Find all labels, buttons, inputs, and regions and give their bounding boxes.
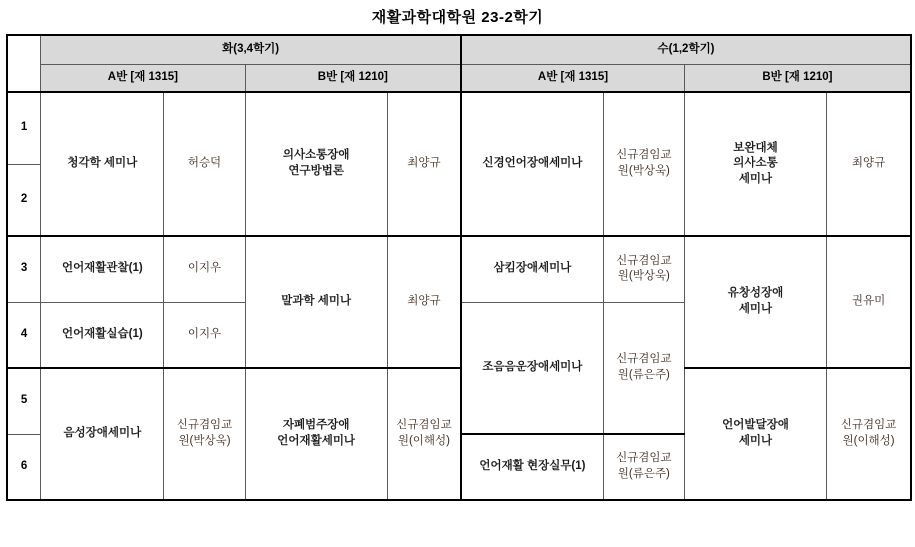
header-row-classes <box>7 65 911 93</box>
period-label-5: 5 <box>7 368 41 434</box>
cell-tue-a-1-2-prof: 허승덕 <box>164 92 245 236</box>
period-label-4: 4 <box>7 302 41 368</box>
header-day-wednesday: 수(1,2학기) <box>461 35 911 65</box>
cell-tue-a-3-prof: 이지우 <box>164 236 245 302</box>
cell-tue-b-1-2-course: 의사소통장애 연구방법론 <box>245 92 387 236</box>
cell-wed-a-3-course: 삼킴장애세미나 <box>461 236 603 302</box>
header-class-wed-a: A반 [재 1315] <box>461 65 684 93</box>
header-row-days <box>7 35 911 65</box>
cell-wed-a-4-5-prof: 신규겸임교 원(류은주) <box>603 302 684 434</box>
row-period-5 <box>7 368 911 434</box>
cell-wed-a-3-prof: 신규겸임교 원(박상욱) <box>603 236 684 302</box>
cell-wed-b-3-4-course: 유창성장애 세미나 <box>684 236 826 368</box>
cell-wed-a-6-prof: 신규겸임교 원(류은주) <box>603 434 684 500</box>
period-label-6: 6 <box>7 434 41 500</box>
cell-tue-a-1-2-course: 청각학 세미나 <box>41 92 164 236</box>
header-class-wed-b: B반 [재 1210] <box>684 65 911 93</box>
period-label-3: 3 <box>7 236 41 302</box>
cell-tue-b-1-2-prof: 최양규 <box>387 92 461 236</box>
cell-tue-a-5-6-prof: 신규겸임교 원(박상욱) <box>164 368 245 500</box>
cell-tue-a-5-6-course: 음성장애세미나 <box>41 368 164 500</box>
cell-wed-a-1-2-prof: 신규겸임교 원(박상욱) <box>603 92 684 236</box>
cell-wed-a-4-5-course: 조음음운장애세미나 <box>461 302 603 434</box>
cell-tue-a-4-prof: 이지우 <box>164 302 245 368</box>
cell-tue-a-4-course: 언어재활실습(1) <box>41 302 164 368</box>
cell-wed-b-5-6-prof: 신규겸임교 원(이해성) <box>827 368 911 500</box>
cell-tue-a-3-course: 언어재활관찰(1) <box>41 236 164 302</box>
row-period-1 <box>7 92 911 164</box>
cell-tue-b-3-4-prof: 최양규 <box>387 236 461 368</box>
period-label-1: 1 <box>7 92 41 164</box>
header-day-tuesday: 화(3,4학기) <box>41 35 461 65</box>
cell-wed-b-3-4-prof: 권유미 <box>827 236 911 368</box>
cell-wed-b-1-2-course: 보완대체 의사소통 세미나 <box>684 92 826 236</box>
cell-tue-b-5-6-prof: 신규겸임교 원(이해성) <box>387 368 461 500</box>
header-class-tue-a: A반 [재 1315] <box>41 65 245 93</box>
page-title: 재활과학대학원 23-2학기 <box>371 9 544 26</box>
period-label-2: 2 <box>7 164 41 236</box>
cell-wed-a-6-course: 언어재활 현장실무(1) <box>461 434 603 500</box>
header-class-tue-b: B반 [재 1210] <box>245 65 461 93</box>
cell-tue-b-5-6-course: 자폐범주장애 언어재활세미나 <box>245 368 387 500</box>
cell-wed-b-1-2-prof: 최양규 <box>827 92 911 236</box>
cell-wed-a-1-2-course: 신경언어장애세미나 <box>461 92 603 236</box>
timetable <box>6 34 912 501</box>
row-period-3 <box>7 236 911 302</box>
corner-cell <box>7 35 41 92</box>
cell-tue-b-3-4-course: 말과학 세미나 <box>245 236 387 368</box>
cell-wed-b-5-6-course: 언어발달장애 세미나 <box>684 368 826 500</box>
